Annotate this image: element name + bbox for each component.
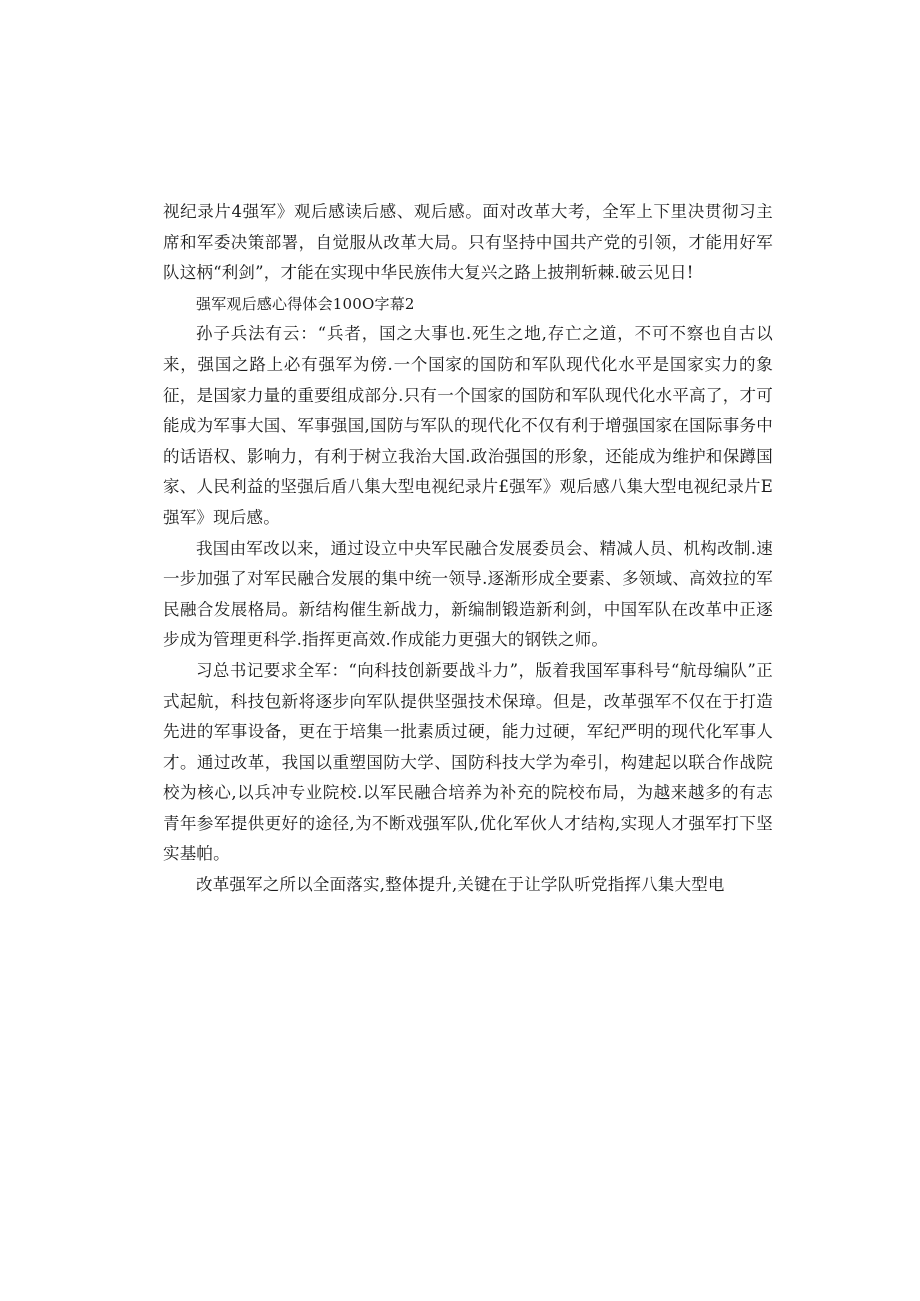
paragraph-continuation: 视纪录片4强军》观后感读后感、观后感。面对改革大考，全军上下里决贯彻习主席和军委决策部署，自觉服从改革大局。只有坚持中国共产党的引领，才能用好军队这柄“利剑”，才能在实现中华民族伟大复兴之路上披荆斩棘.破云见日! xyxy=(163,202,773,283)
section-heading: 强军观后感心得体会100O字幕2 xyxy=(196,294,415,313)
paragraph-sunzi: 孙子兵法有云：“兵者，国之大事也.死生之地,存亡之道，不可不察也自古以来，强国之路上必有强军为傍.一个国家的国防和军队现代化水平是国家实力的象征，是国家力量的重要组成部分.只有一个国家的国防和军队现代化水平高了，才可能成为军事大国、军事强国,国防与军队的现代化不仅有利于增强国家在国际事务中的话语权、影响力，有利于树立我治大国.政治强国的形象，还能成为维护和保蹲国家、人民利益的坚强后盾八集大型电视纪录片£强军》观后感八集大型电视纪录片E强军》现后感。 xyxy=(163,324,773,527)
paragraph-technology: 习总书记要求全军：“向科技创新要战斗力”，版着我国军事科号“航母编队”正式起航，科技包新将逐步向军队提供坚强技术保璋。但是，改革强军不仅在于打造先进的军事设备，更在于培集一批素质过硬，能力过硬，军纪严明的现代化军事人才。通过改革，我国以重塑国防大学、国防科技大学为牵引，构建起以联合作战院校为核心,以兵冲专业院校.以军民融合培养为补充的院校布局，为越来越多的有志青年参军提供更好的途径,为不断戏强军队,优化军伙人才结构,实现人才强军打下坚实基帕。 xyxy=(163,660,773,864)
paragraph-military-reform: 我国由军改以来，通过设立中央军民融合发展委员会、精减人员、机构改制.速一步加强了对军民融合发展的集中统一领导.逐渐形成全要素、多领域、高效拉的军民融合发展格局。新结构催生新战力，新编制锻造新利剑，中国军队在改革中正逐步成为管理更科学.指挥更高效.作成能力更强大的钢铁之师。 xyxy=(163,538,773,650)
paragraph-final: 改革强军之所以全面落实,整体提升,关键在于让学队听党指挥八集大型电 xyxy=(196,875,725,895)
document-body xyxy=(163,197,773,901)
